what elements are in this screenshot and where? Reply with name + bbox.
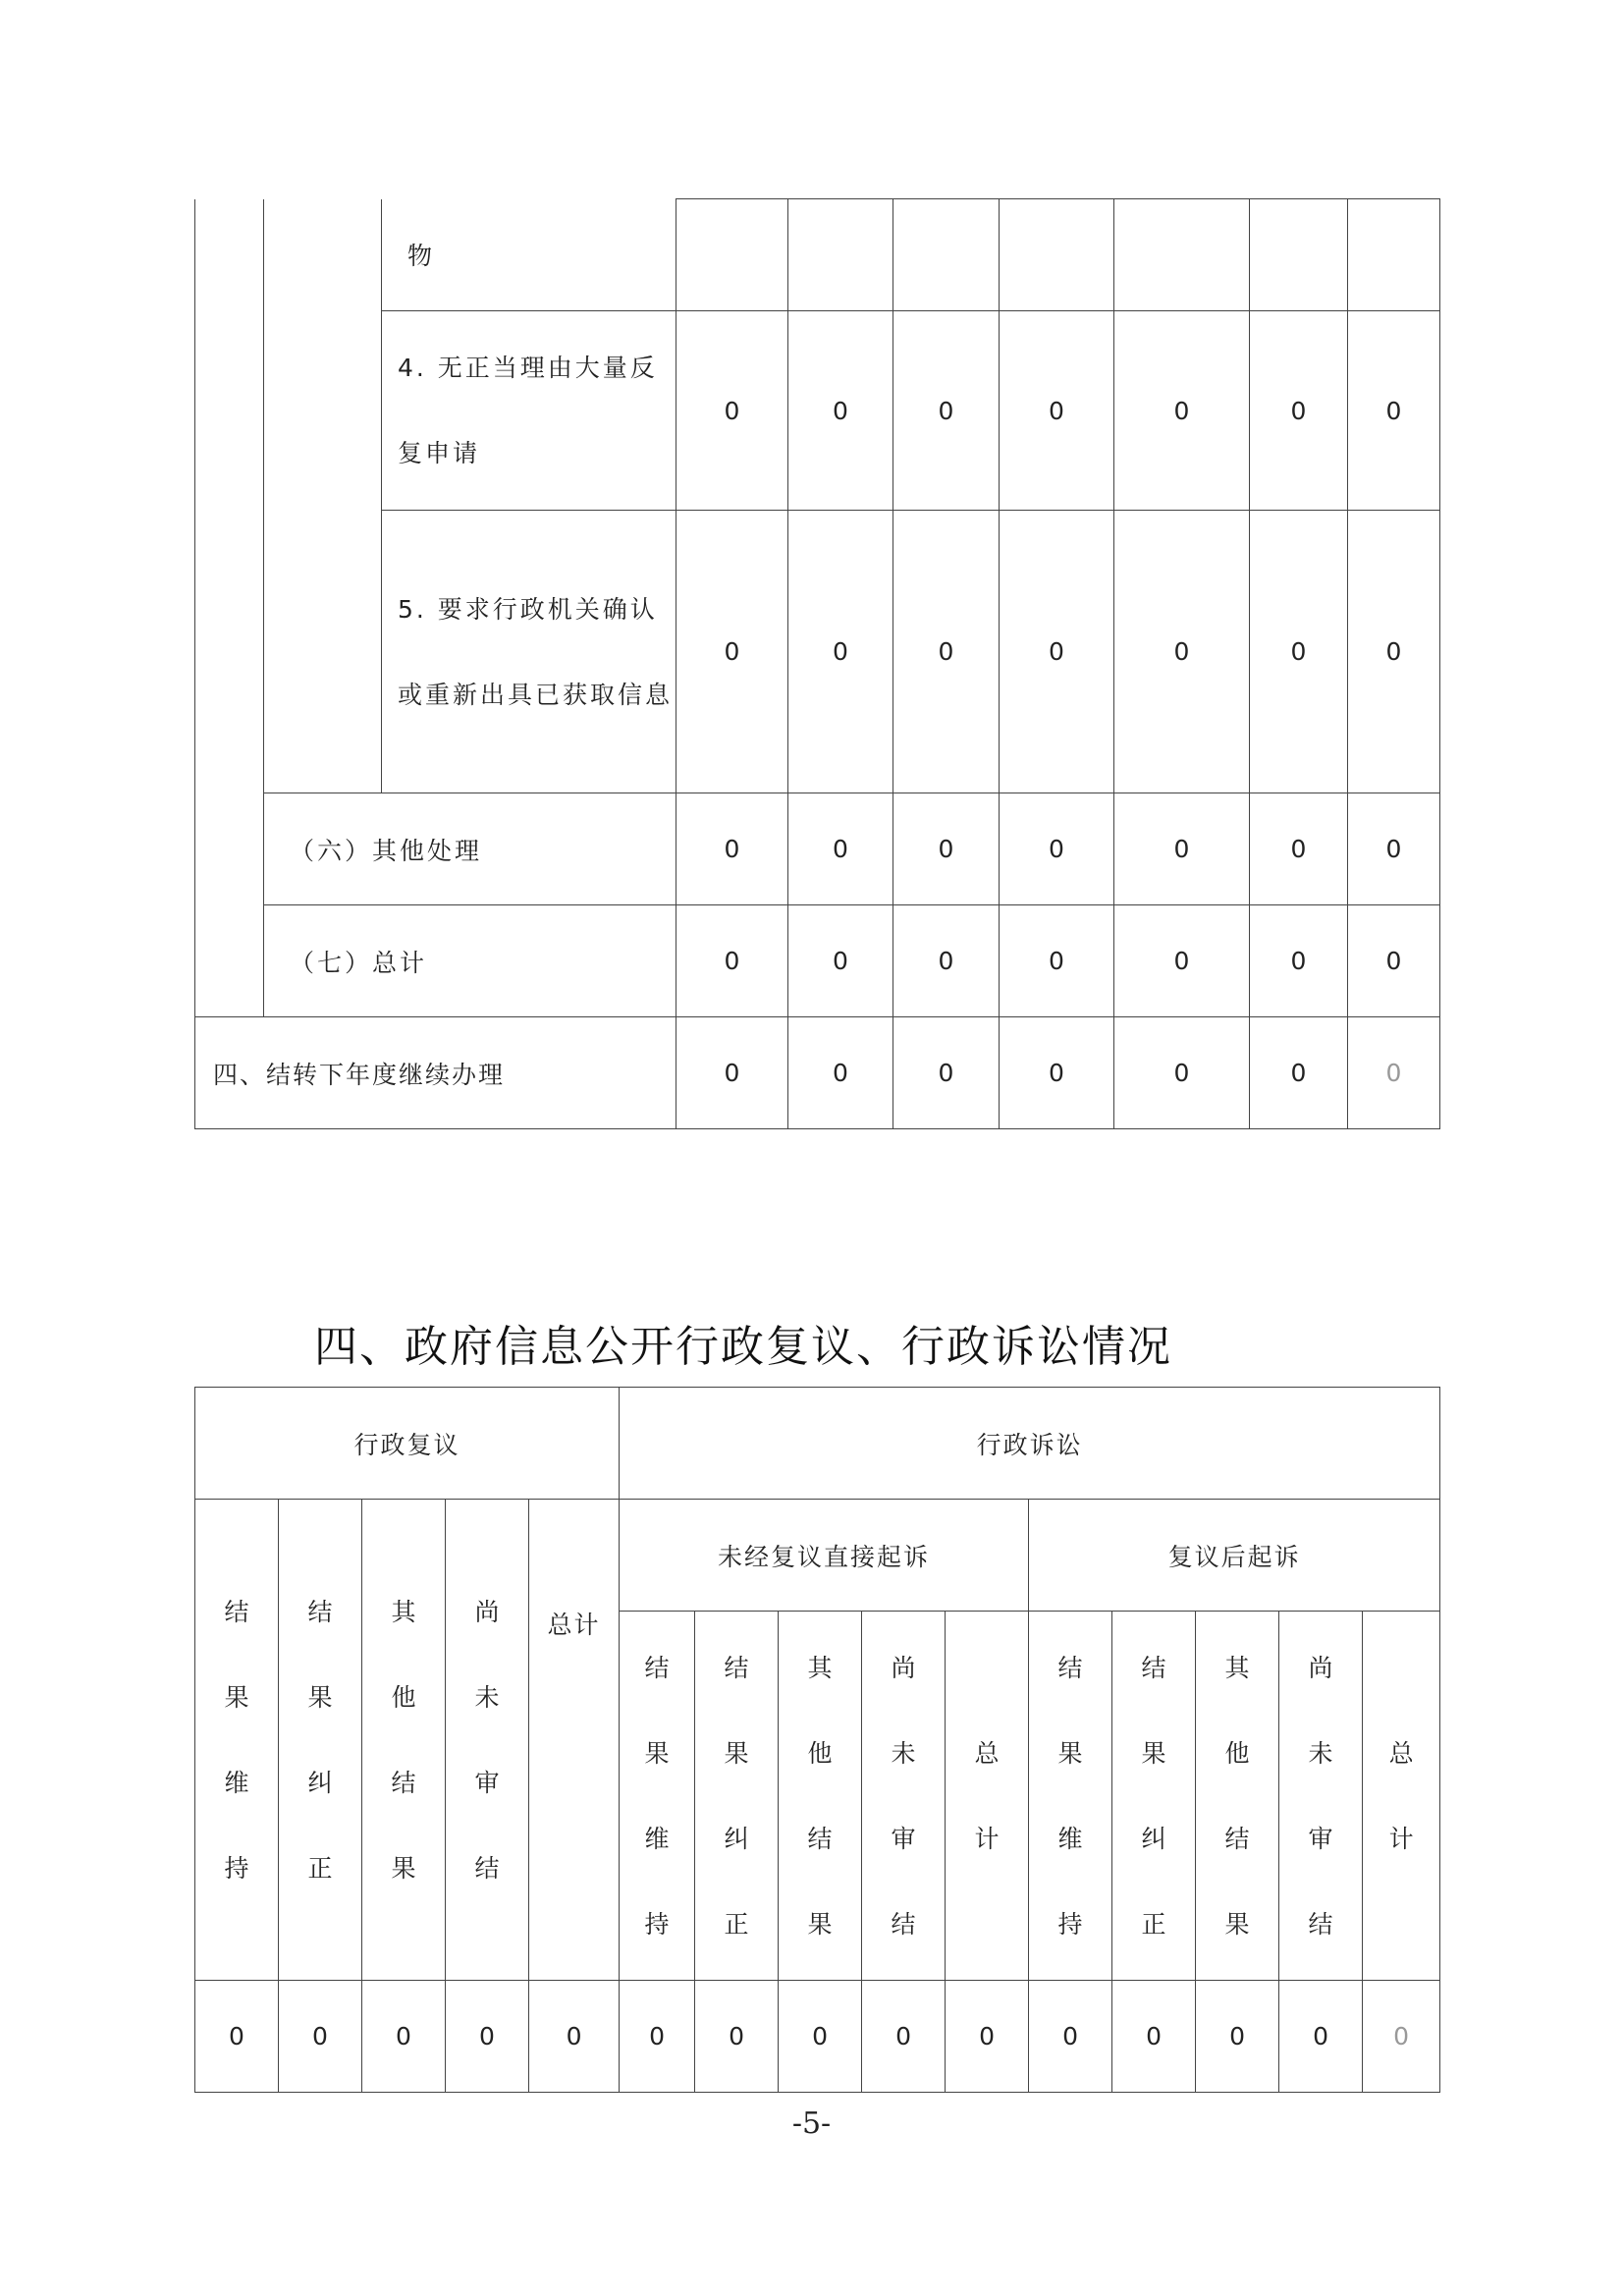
col-header-result-upheld: 结 果 维 持	[1029, 1612, 1112, 1981]
value-cell: 0	[362, 1981, 446, 2093]
value-cell: 0	[1279, 1981, 1363, 2093]
value-cell: 0	[1250, 511, 1348, 793]
value-cell	[1114, 199, 1250, 311]
value-cell: 0	[676, 311, 788, 511]
value-cell: 0	[788, 1017, 893, 1129]
value-cell	[676, 199, 788, 311]
table-row	[195, 1017, 1440, 1129]
col-header-total: 总 计	[1363, 1612, 1440, 1981]
table-row	[195, 511, 1440, 793]
value-cell: 0	[1029, 1981, 1112, 2093]
value-cell: 0	[1000, 311, 1114, 511]
value-cell: 0	[1250, 1017, 1348, 1129]
value-cell: 0	[1114, 511, 1250, 793]
value-cell: 0	[676, 905, 788, 1017]
value-cell: 0	[1348, 905, 1440, 1017]
row-label: 四、结转下年度继续办理	[195, 1017, 676, 1129]
value-cell: 0	[946, 1981, 1029, 2093]
table-row	[195, 311, 1440, 511]
row-label: （六）其他处理	[264, 793, 676, 905]
value-cell: 0	[676, 793, 788, 905]
value-cell: 0	[620, 1981, 695, 2093]
header-administrative-review: 行政复议	[195, 1388, 620, 1500]
table-row	[195, 1500, 1440, 1612]
value-cell: 0	[529, 1981, 620, 2093]
value-cell: 0	[1114, 1017, 1250, 1129]
value-cell	[788, 199, 893, 311]
col-header-other-results: 其 他 结 果	[1196, 1612, 1279, 1981]
section-title: 四、政府信息公开行政复议、行政诉讼情况	[314, 1322, 1172, 1372]
value-cell: 0	[1000, 1017, 1114, 1129]
value-cell: 0	[788, 311, 893, 511]
value-cell: 0	[1250, 311, 1348, 511]
col-header-pending: 尚 未 审 结	[862, 1612, 946, 1981]
table-row	[195, 1388, 1440, 1500]
value-cell: 0	[1000, 905, 1114, 1017]
value-cell: 0	[893, 511, 1000, 793]
value-cell: 0	[1000, 511, 1114, 793]
col-header-result-corrected: 结 果 纠 正	[1112, 1612, 1196, 1981]
value-cell: 0	[788, 793, 893, 905]
value-cell: 0	[779, 1981, 862, 2093]
col-header-pending: 尚 未 审 结	[446, 1500, 529, 1981]
row-label: 物	[382, 199, 676, 311]
value-cell: 0	[893, 905, 1000, 1017]
value-cell: 0	[893, 793, 1000, 905]
table-row	[195, 1981, 1440, 2093]
col-header-result-upheld: 结 果 维 持	[620, 1612, 695, 1981]
col-header-total: 总 计	[946, 1612, 1029, 1981]
value-cell: 0	[1348, 793, 1440, 905]
value-cell: 0	[1348, 511, 1440, 793]
col-header-result-corrected: 结 果 纠 正	[279, 1500, 362, 1981]
result-table-continued	[194, 198, 1440, 1129]
col-header-review-total: 总计	[529, 1500, 620, 1981]
col-header-other-results: 其 他 结 果	[779, 1612, 862, 1981]
value-cell: 0	[788, 905, 893, 1017]
col-header-other-results: 其 他 结 果	[362, 1500, 446, 1981]
value-cell: 0	[1250, 793, 1348, 905]
value-cell: 0	[1250, 905, 1348, 1017]
value-cell	[1000, 199, 1114, 311]
value-cell: 0	[1000, 793, 1114, 905]
value-cell: 0	[695, 1981, 779, 2093]
value-cell: 0	[788, 511, 893, 793]
col-header-result-upheld: 结 果 维 持	[195, 1500, 279, 1981]
value-cell: 0	[446, 1981, 529, 2093]
table-row	[195, 199, 1440, 311]
value-cell: 0	[1114, 311, 1250, 511]
value-cell: 0	[195, 1981, 279, 2093]
value-cell: 0	[1363, 1981, 1440, 2093]
merged-category-cell	[264, 199, 382, 793]
value-cell: 0	[1196, 1981, 1279, 2093]
table-row	[195, 793, 1440, 905]
review-litigation-table	[194, 1387, 1440, 2093]
value-cell: 0	[676, 511, 788, 793]
value-cell: 0	[1348, 1017, 1440, 1129]
header-administrative-litigation: 行政诉讼	[620, 1388, 1440, 1500]
value-cell: 0	[893, 311, 1000, 511]
header-suit-after-review: 复议后起诉	[1029, 1500, 1440, 1612]
col-header-result-corrected: 结 果 纠 正	[695, 1612, 779, 1981]
col-header-pending: 尚 未 审 结	[1279, 1612, 1363, 1981]
value-cell	[1348, 199, 1440, 311]
value-cell: 0	[279, 1981, 362, 2093]
value-cell: 0	[1348, 311, 1440, 511]
page-number: -5-	[791, 2106, 832, 2141]
value-cell	[1250, 199, 1348, 311]
row-label: 4. 无正当理由大量反复申请	[382, 311, 676, 511]
value-cell: 0	[893, 1017, 1000, 1129]
value-cell: 0	[1112, 1981, 1196, 2093]
row-label: 5. 要求行政机关确认或重新出具已获取信息	[382, 511, 676, 793]
value-cell: 0	[676, 1017, 788, 1129]
merged-left-cell	[195, 199, 264, 1017]
value-cell	[893, 199, 1000, 311]
row-label: （七）总计	[264, 905, 676, 1017]
table-row	[195, 905, 1440, 1017]
value-cell: 0	[862, 1981, 946, 2093]
value-cell: 0	[1114, 793, 1250, 905]
value-cell: 0	[1114, 905, 1250, 1017]
header-direct-suit: 未经复议直接起诉	[620, 1500, 1029, 1612]
